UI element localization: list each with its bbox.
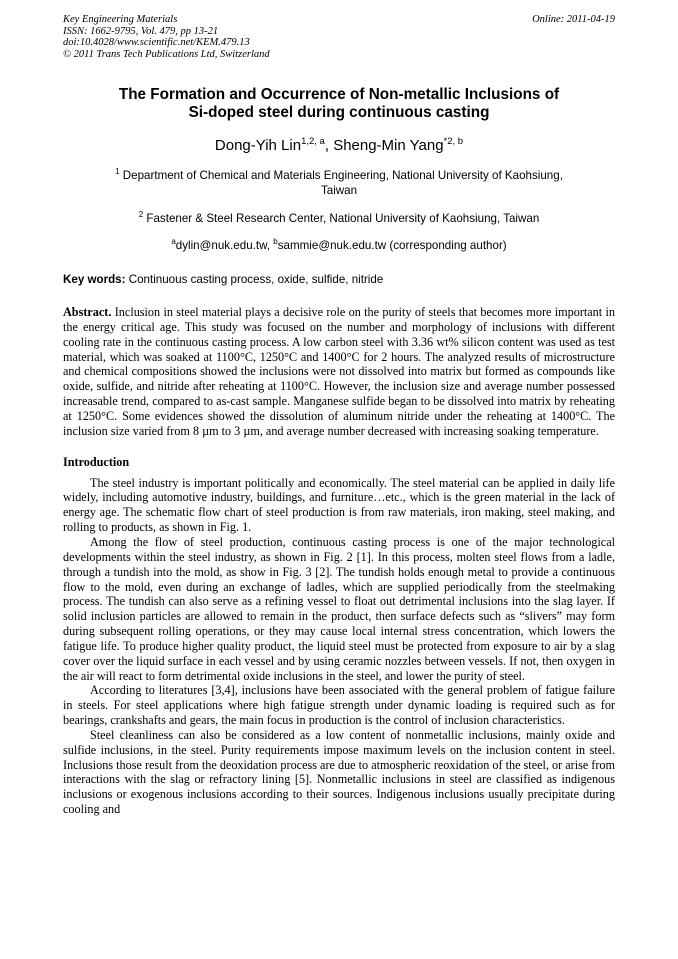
paper-page [63, 14, 615, 817]
paper-title [63, 86, 615, 122]
abstract-label: Abstract. [63, 305, 112, 319]
issn-line: ISSN: 1662-9795, Vol. 479, pp 13-21 [63, 25, 219, 37]
keywords-label: Key words: [63, 273, 126, 286]
introduction-heading: Introduction [63, 454, 130, 469]
email-b-mark: b [273, 237, 278, 246]
intro-paragraph-4: Steel cleanliness can also be considered as a low content of nonmetallic inclusions, mainly oxide and sulfide inclusions, in the steel. Purity requirements impose maximum levels on the inclusion content in steel. Inclusions those result from the deoxidation process are due to atmospheric reoxidation of the steel, or arise from interactions with the slag or refractory lining [5]. Nonmetallic inclusions in steel are classified as indigenous inclusions or exogenous inclusions according to their sources. Indigenous inclusions usually precipitate during cooling and [63, 727, 615, 817]
title-line-2: Si-doped steel during continuous casting [188, 104, 490, 121]
email-a-mark: a [171, 237, 176, 246]
copyright-line: © 2011 Trans Tech Publications Ltd, Switzerland [63, 48, 270, 60]
author-1: Dong-Yih Lin [214, 137, 302, 154]
email-a: dylin@nuk.edu.tw, [175, 239, 274, 252]
journal-header [63, 14, 615, 60]
intro-paragraph-3: According to literatures [3,4], inclusions have been associated with the general problem of fatigue failure in steels. For steel applications where high fatigue strength under dynamic loading is required such as for bearings, crankshafts and gears, the main focus in production is the control of inclusion characteristics. [63, 683, 615, 728]
author-2: Sheng-Min Yang [333, 137, 444, 154]
author-separator: , [324, 137, 334, 154]
intro-paragraph-2: Among the flow of steel production, continuous casting process is one of the major technological developments within the steel industry, as shown in Fig. 2 [1]. In this process, molten steel flows from a ladle, through a tundish into the mold, as show in Fig. 3 [2]. The tundish holds enough metal to provide a continuous flow to the mold, even during an exchange of ladles, which are supplied periodically from the steelmaking process. The tundish can also serve as a refining vessel to float out detrimental inclusions into the slag layer. If solid inclusion particles are allowed to remain in the product, then surface defects such as “slivers” may form during subsequent rolling operations, or they may cause local internal stress concentration, which lowers the fatigue life. To produce higher quality product, the liquid steel must be protected from exposure to air by a slag cover over the liquid surface in each vessel and by using ceramic nozzles between vessels. If not, then oxygen in the air will react to form detrimental oxide inclusions in the steel, and lower the purity of steel. [63, 534, 615, 683]
author-emails [63, 234, 615, 253]
affiliation-1 [63, 164, 615, 198]
email-b: sammie@nuk.edu.tw (corresponding author) [277, 239, 507, 252]
title-line-1: The Formation and Occurrence of Non-metallic Inclusions of [118, 86, 560, 103]
abstract [63, 305, 615, 439]
affiliation-2-text: Fastener & Steel Research Center, National University of Kaohsiung, Taiwan [146, 212, 540, 225]
author-line [63, 132, 615, 155]
keywords-text: Continuous casting process, oxide, sulfide, nitride [125, 273, 384, 286]
journal-name: Key Engineering Materials [63, 14, 178, 25]
affiliation-1-text: Department of Chemical and Materials Engineering, National University of Kaohsiung, Taiwan [122, 169, 563, 197]
intro-paragraph-1: The steel industry is important politically and economically. The steel material can be applied in daily life widely, including automotive industry, buildings, and furniture…etc., which is the green material in the lack of energy age. The schematic flow chart of steel production is from raw materials, iron making, steel making, and rolling to products, as shown in Fig. 1. [63, 475, 615, 535]
affiliation-1-mark: 1 [115, 167, 120, 176]
doi-line: doi:10.4028/www.scientific.net/KEM.479.13 [63, 37, 250, 48]
author-1-affil: 1,2, a [301, 136, 325, 147]
keywords [63, 272, 615, 287]
author-2-affil: *2, b [443, 136, 464, 147]
affiliation-2-mark: 2 [138, 210, 144, 219]
affiliation-2 [63, 207, 615, 226]
abstract-text: Inclusion in steel material plays a decisive role on the purity of steels that becomes more important in the energy critical age. This study was focused on the number and morphology of inclusions with different cooling rate in the continuous casting process. A low carbon steel with 3.36 wt% silicon content was used as test material, which was soaked at 1100°C, 1250°C and 1400°C for 2 hours. The analyzed results of microstructure and chemical compositions showed the inclusions were not dissolved into matrix but formed as compounds like oxide, sulfide, and nitride after reheating at 1100°C. However, the inclusion size and average number possessed increasable trend, compared to as-cast sample. Manganese sulfide began to be dissolved into matrix by reheating at 1250°C. Some evidences showed the dissolution of aluminum nitride under the reheating at 1400°C. The inclusion size varied from 8 µm to 3 µm, and average number decreased with increasing soaking temperature. [63, 305, 615, 438]
online-date: Online: 2011-04-19 [532, 14, 615, 25]
